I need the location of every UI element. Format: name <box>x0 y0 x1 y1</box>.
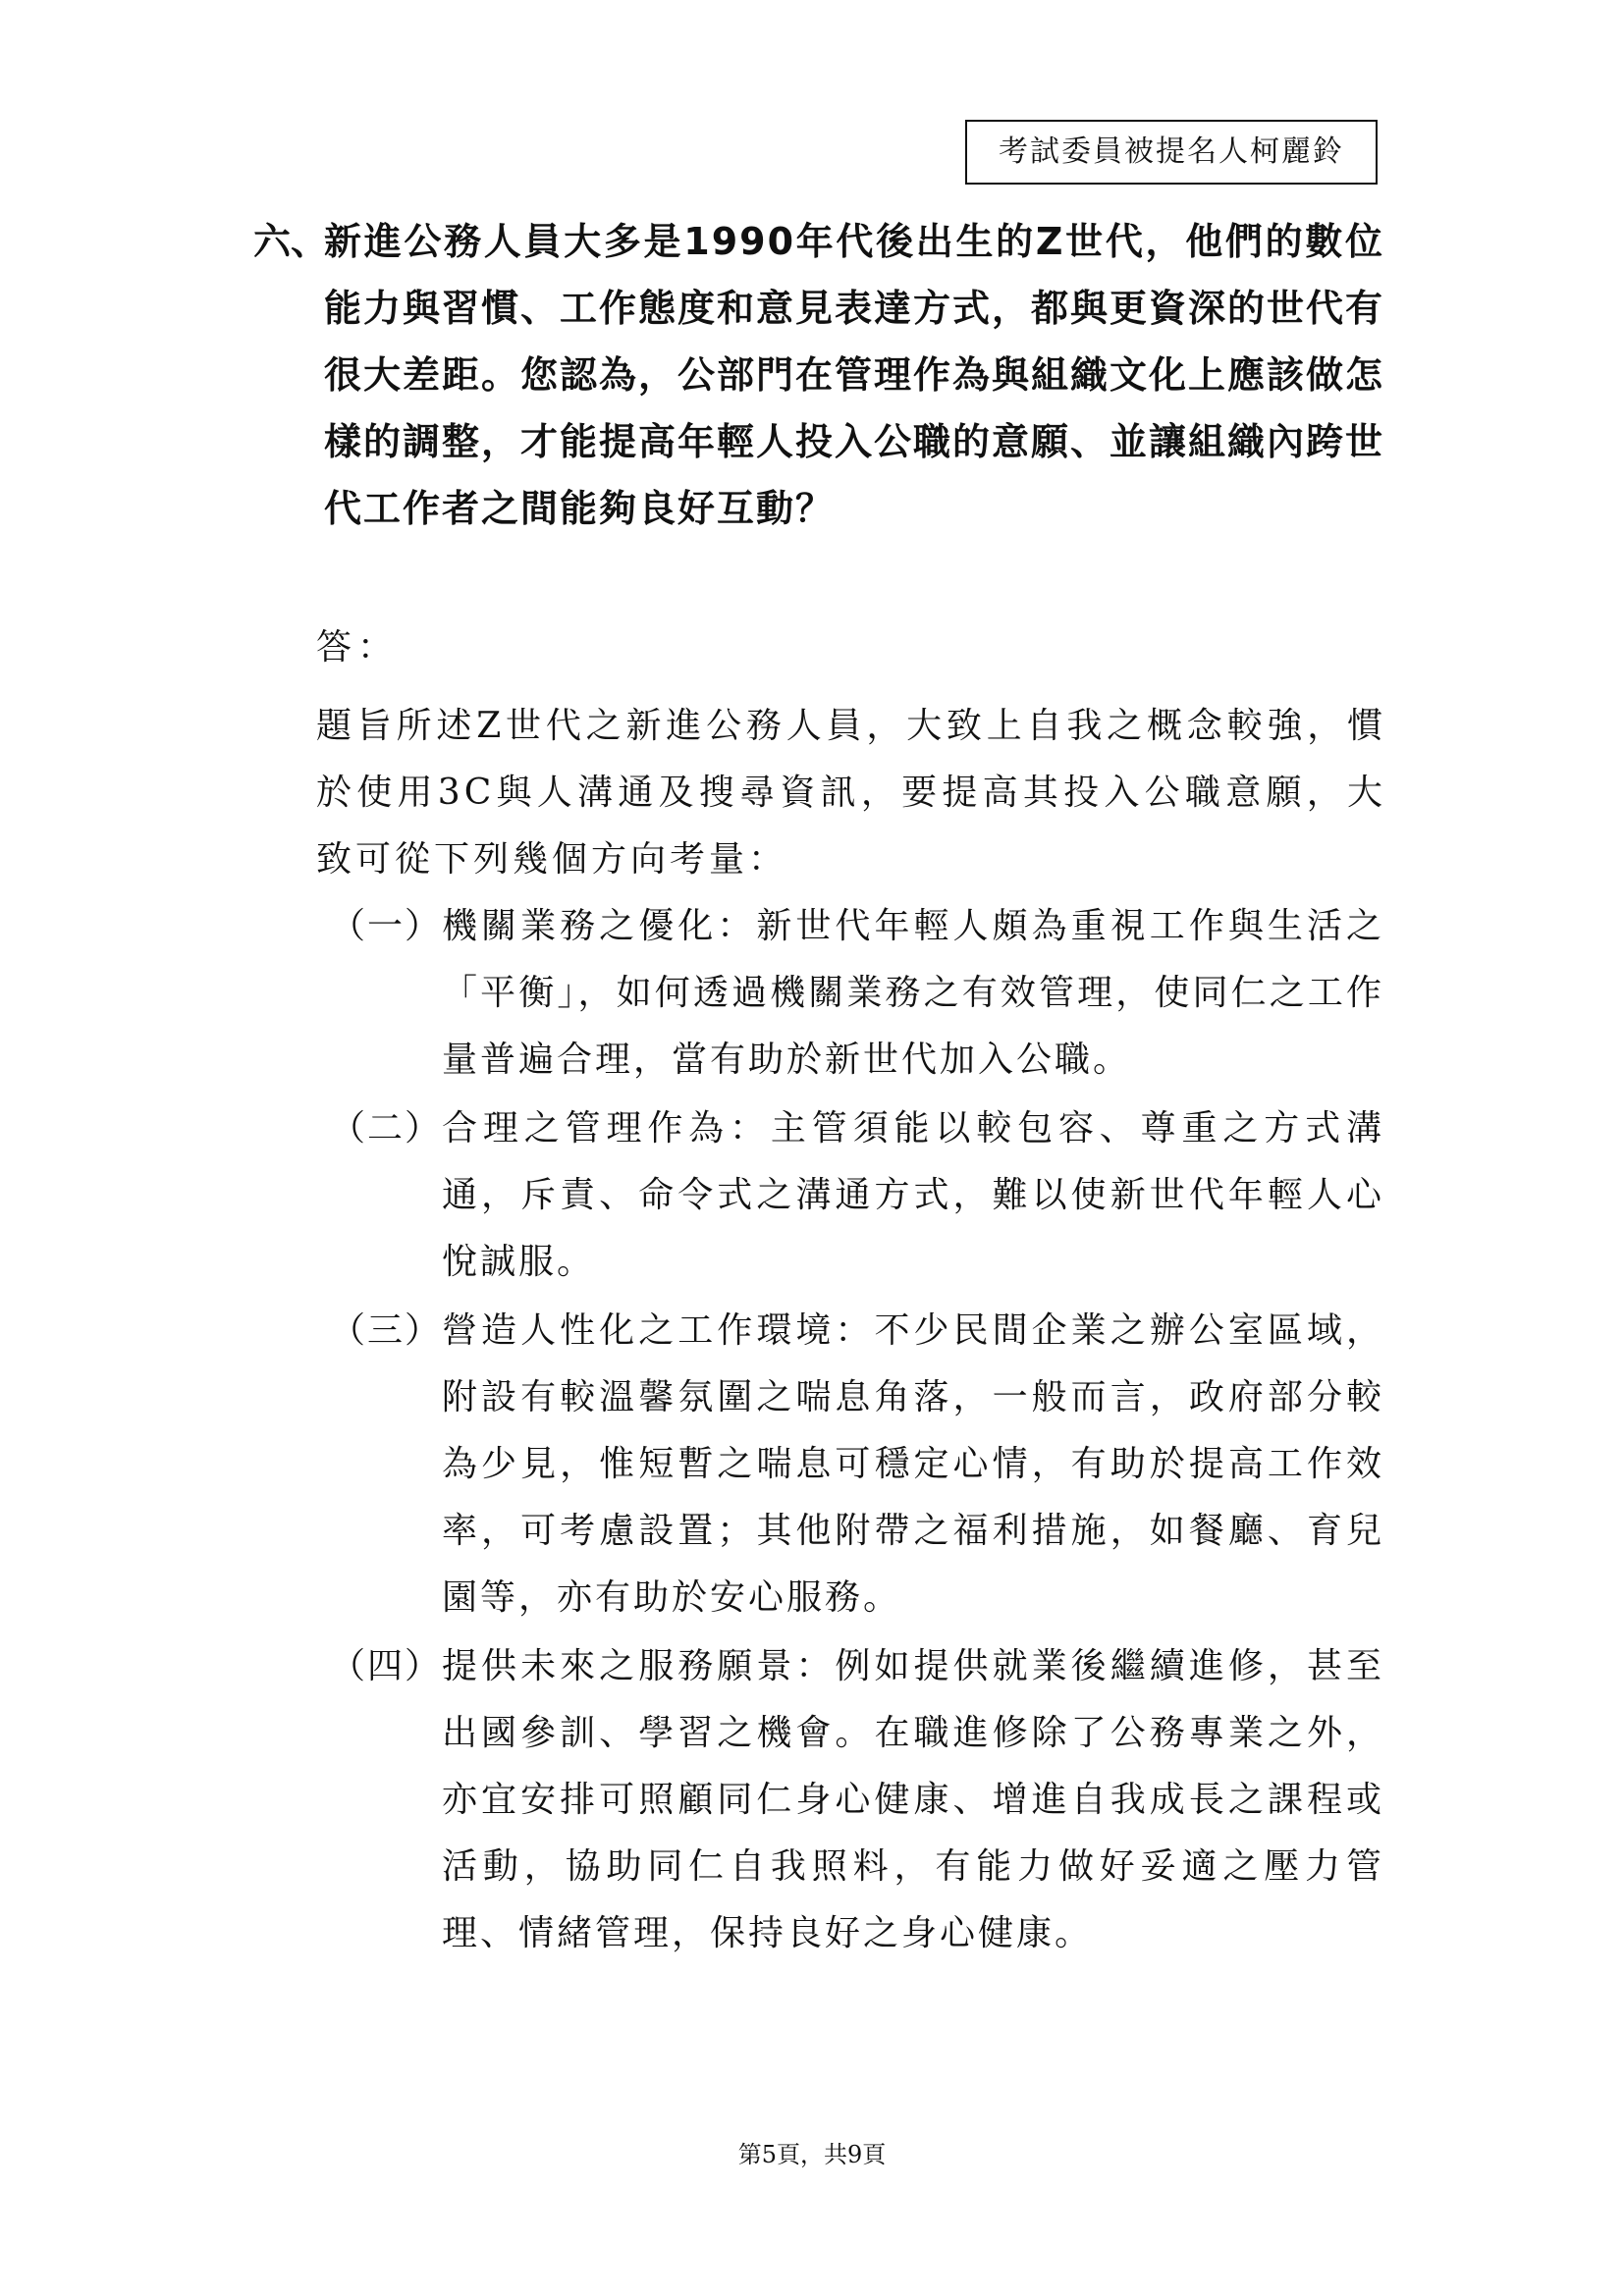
answer-intro: 題旨所述Z世代之新進公務人員，大致上自我之概念較強，慣於使用3C與人溝通及搜尋資訊，要提高其投入公職意願，大致可從下列幾個方向考量： <box>316 706 1386 880</box>
page-number: 第5頁，共9頁 <box>737 2141 887 2168</box>
answer-item-label: （四） <box>330 1646 443 1686</box>
answer-item-label: （二） <box>330 1108 443 1148</box>
nominee-label-box: 考試委員被提名人柯麗鈴 <box>965 120 1378 185</box>
question-text: 新進公務人員大多是1990年代後出生的Z世代，他們的數位能力與習慣、工作態度和意見表達方式，都與更資深的世代有很大差距。您認為，公部門在管理作為與組織文化上應該做怎樣的調整，才能提高年輕人投入公職的意願、並讓組織內跨世代工作者之間能夠良好互動？ <box>324 220 1385 530</box>
question-block <box>253 208 1392 542</box>
question-number: 六、 <box>253 220 329 263</box>
answer-item-text: 機關業務之優化：新世代年輕人頗為重視工作與生活之「平衡」，如何透過機關業務之有效管理，使同仁之工作量普遍合理，當有助於新世代加入公職。 <box>442 906 1384 1080</box>
answer-item-3 <box>316 1298 1396 1631</box>
answer-list <box>316 893 1396 1967</box>
answer-item-text: 營造人性化之工作環境：不少民間企業之辦公室區域，附設有較溫馨氛圍之喘息角落，一般而言，政府部分較為少見，惟短暫之喘息可穩定心情，有助於提高工作效率，可考慮設置；其他附帶之福利措施，如餐廳、育兒園等，亦有助於安心服務。 <box>442 1310 1384 1618</box>
answer-item-text: 提供未來之服務願景：例如提供就業後繼續進修，甚至出國參訓、學習之機會。在職進修除了公務專業之外，亦宜安排可照顧同仁身心健康、增進自我成長之課程或活動，協助同仁自我照料，有能力做好妥適之壓力管理、情緒管理，保持良好之身心健康。 <box>442 1646 1384 1953</box>
answer-item-4 <box>316 1633 1396 1967</box>
answer-label: 答： <box>316 627 400 667</box>
answer-item-label: （一） <box>330 906 443 946</box>
answer-item-2 <box>316 1095 1396 1296</box>
answer-item-text: 合理之管理作為：主管須能以較包容、尊重之方式溝通，斥責、命令式之溝通方式，難以使新世代年輕人心悅誠服。 <box>442 1108 1384 1282</box>
answer-item-label: （三） <box>330 1310 443 1351</box>
answer-item-1 <box>316 893 1396 1094</box>
